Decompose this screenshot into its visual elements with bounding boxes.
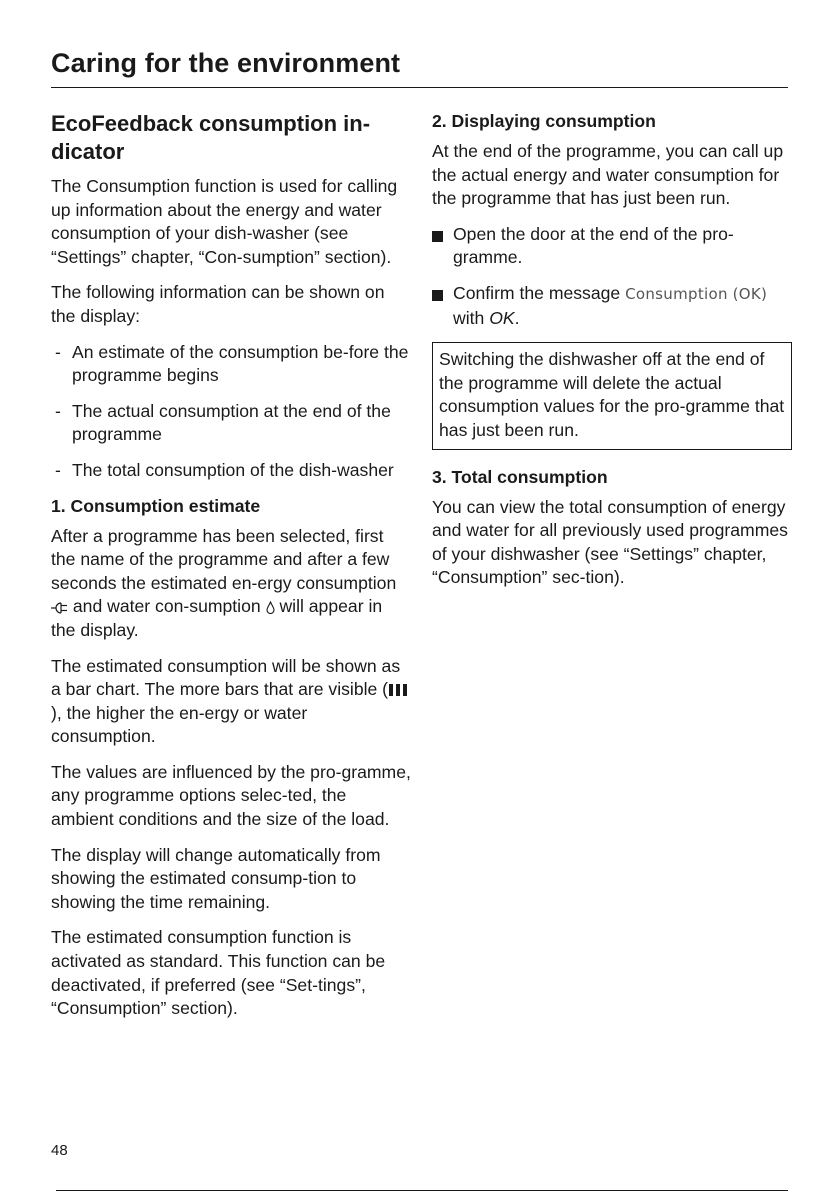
total-paragraph: You can view the total consumption of energy and water for all previously used programmes of your dishwasher (see “Settings” chapter, “Consumption” sec-tion). — [432, 496, 788, 588]
text: Open the door at the end of the pro-gramme. — [453, 223, 734, 268]
title-divider — [51, 87, 788, 88]
energy-plug-icon — [51, 602, 68, 614]
list-item — [432, 223, 792, 270]
text: ), the higher the en-ergy or water consumption. — [51, 702, 308, 747]
page-number: 48 — [51, 1142, 68, 1159]
list-item: - The actual consumption at the end of the programme — [51, 400, 411, 447]
square-bullet-icon — [432, 231, 443, 242]
text: The estimated consumption will be shown as a bar chart. The more bars that are visible ( — [51, 655, 401, 700]
estimate-paragraph-3: The values are influenced by the pro-gramme, any programme options selec-ted, the ambient conditions and the size of the load. — [51, 761, 411, 830]
info-list — [51, 341, 411, 483]
list-item: - The total consumption of the dish-washer — [51, 459, 411, 483]
display-paragraph: At the end of the programme, you can call up the actual energy and water consumption for the programme that has just been run. — [432, 141, 784, 209]
total-heading: 3. Total consumption — [432, 466, 608, 487]
bar-chart-icon — [388, 683, 408, 697]
square-bullet-icon — [432, 290, 443, 301]
right-column — [432, 110, 792, 602]
note-text: Switching the dishwasher off at the end of the programme will delete the actual consumption values for the pro-gramme that has just been run. — [439, 349, 785, 440]
intro-paragraph: The Consumption function is used for calling up information about the energy and water consumption of your dish-washer (see “Settings” chapter, “Con-sumption” section). — [51, 176, 398, 267]
ok-label: OK — [489, 307, 515, 328]
estimate-paragraph-5: The estimated consumption function is activated as standard. This function can be deactivated, if preferred (see “Set-tings”, “Consumption” section). — [51, 927, 386, 1019]
water-drop-icon — [266, 601, 275, 614]
section-heading: EcoFeedback consumption in-dicator — [51, 111, 371, 164]
list-item: - An estimate of the consumption be-fore the programme begins — [51, 341, 411, 388]
text: . — [514, 307, 520, 328]
display-heading: 2. Displaying consumption — [432, 111, 656, 131]
display-message: Consumption — [625, 284, 728, 303]
estimate-heading: 1. Consumption estimate — [51, 495, 261, 516]
text: Confirm the message — [453, 282, 621, 303]
estimate-paragraph-1 — [51, 525, 411, 643]
steps-list — [432, 223, 792, 330]
list-item — [432, 282, 792, 330]
text: with — [453, 307, 485, 328]
warning-note-box — [432, 342, 792, 449]
left-column — [51, 110, 411, 1033]
estimate-paragraph-4: The display will change automatically from showing the estimated consump-tion to showing the time remaining. — [51, 844, 381, 912]
info-lead: The following information can be shown on the display: — [51, 282, 385, 326]
text: will appear in the display. — [51, 596, 383, 640]
estimate-paragraph-2 — [51, 655, 411, 749]
display-message: (OK) — [732, 284, 768, 303]
text: and water con-sumption — [72, 596, 261, 617]
page-title: Caring for the environment — [51, 48, 401, 78]
text: After a programme has been selected, first the name of the programme and after a few seconds the estimated en-ergy consumption — [51, 525, 397, 593]
